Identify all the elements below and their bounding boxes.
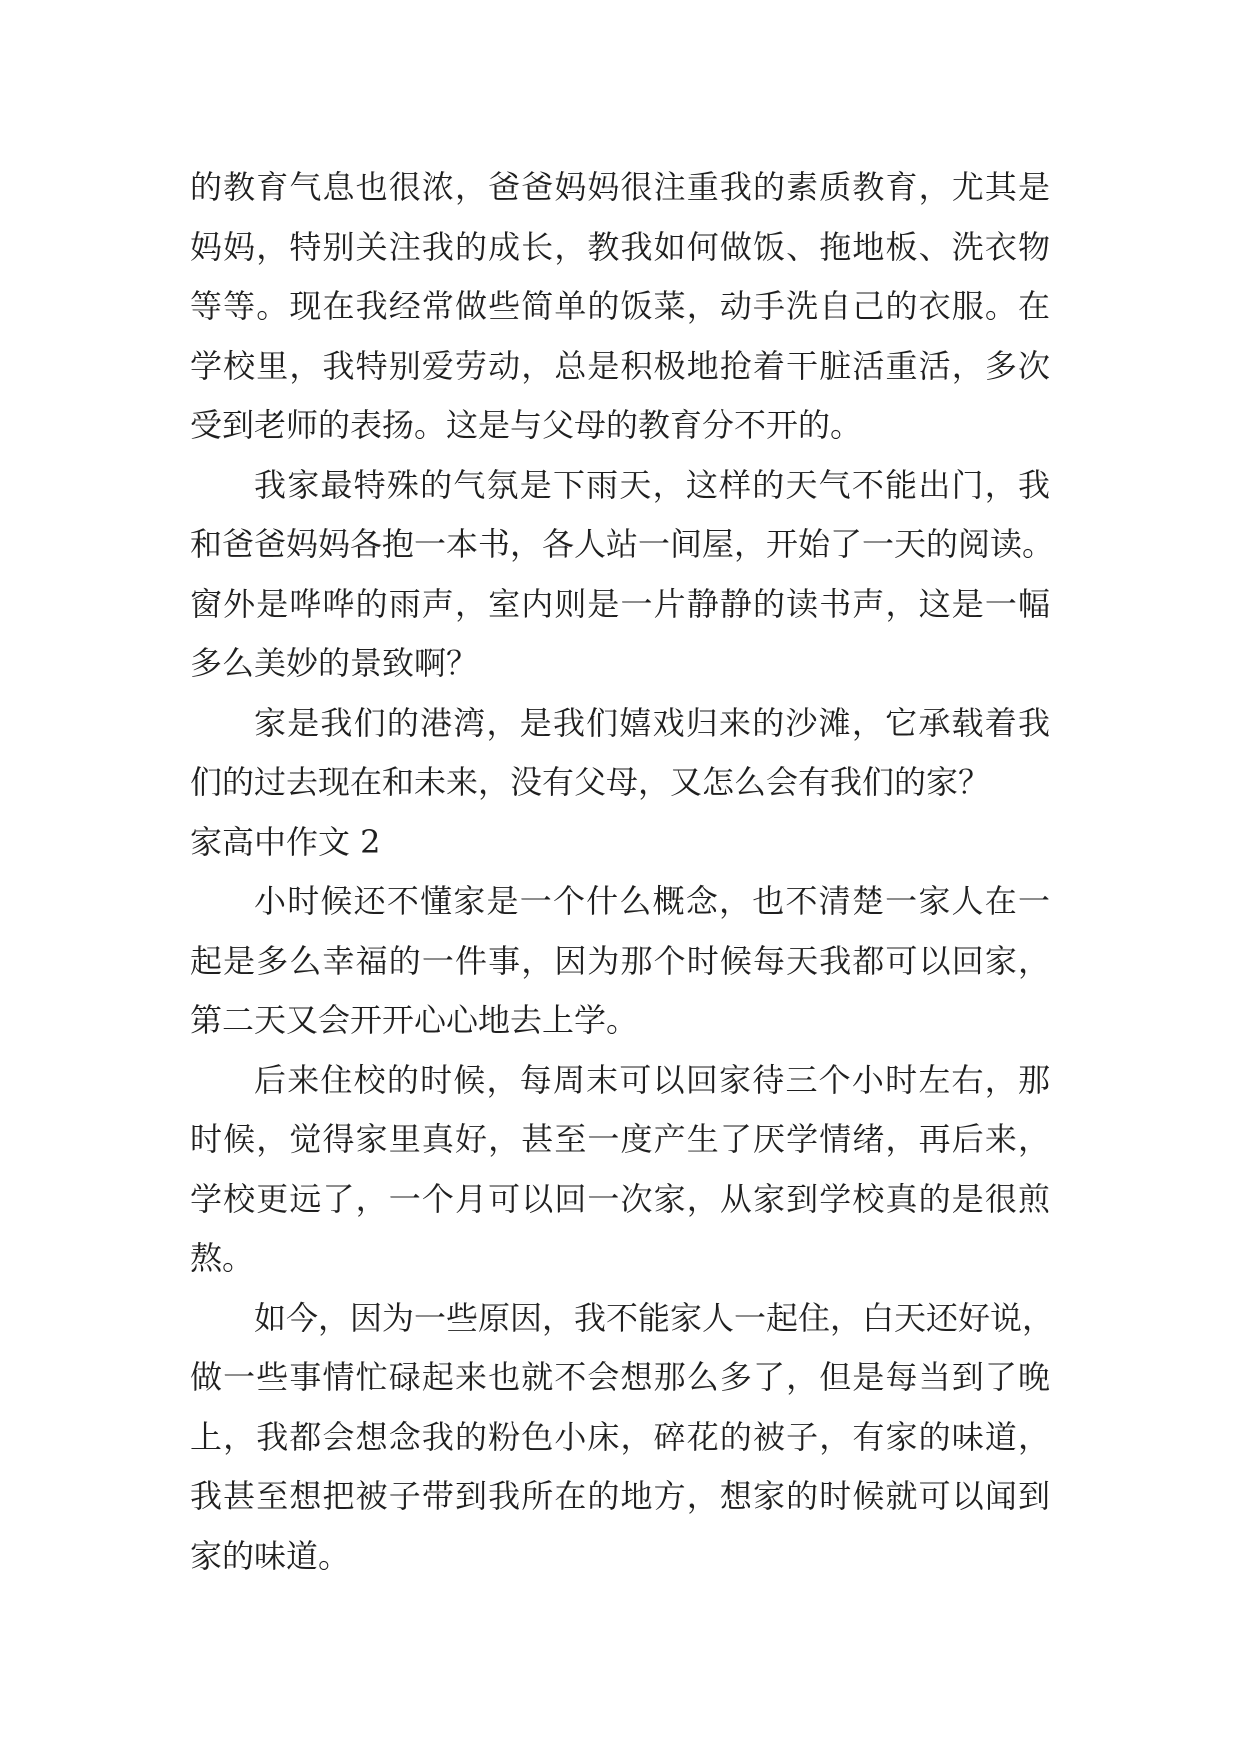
- text-line: 上，我都会想念我的粉色小床，碎花的被子，有家的味道，: [190, 1417, 1050, 1456]
- text-line: 学校里，我特别爱劳动，总是积极地抢着干脏活重活，多次: [190, 346, 1050, 385]
- text-line: 我甚至想把被子带到我所在的地方，想家的时候就可以闻到: [190, 1477, 1050, 1515]
- text-line: 们的过去现在和未来，没有父母，又怎么会有我们的家？: [190, 763, 991, 801]
- text-line: 时候，觉得家里真好，甚至一度产生了厌学情绪，再后来，: [190, 1120, 1050, 1158]
- text-line: 学校更远了，一个月可以回一次家，从家到学校真的是很煎: [190, 1179, 1050, 1218]
- document-body: [190, 158, 1055, 1586]
- text-line: 妈妈，特别关注我的成长，教我如何做饭、拖地板、洗衣物: [190, 227, 1050, 266]
- text-line: 起是多么幸福的一件事，因为那个时候每天我都可以回家，: [190, 941, 1050, 980]
- text-line: 第二天又会开开心心地去上学。: [190, 1001, 639, 1039]
- paragraph-5: [190, 1051, 1050, 1289]
- text-line: 熬。: [190, 1239, 255, 1277]
- text-line: 家的味道。: [190, 1536, 351, 1575]
- text-line: 窗外是哗哗的雨声，室内则是一片静静的读书声，这是一幅: [190, 584, 1050, 623]
- section-heading: 家高中作文 2: [190, 822, 381, 861]
- paragraph-4: [190, 872, 1050, 1051]
- paragraph-6: [190, 1289, 1055, 1587]
- text-line: 受到老师的表扬。这是与父母的教育分不开的。: [190, 406, 863, 444]
- paragraph-3: [190, 694, 1050, 813]
- text-line: 做一些事情忙碌起来也就不会想那么多了，但是每当到了晚: [190, 1358, 1050, 1396]
- text-line: 如今，因为一些原因，我不能家人一起住，白天还好说，: [254, 1298, 1055, 1337]
- text-line: 小时候还不懂家是一个什么概念，也不清楚一家人在一: [254, 882, 1050, 920]
- text-line: 的教育气息也很浓，爸爸妈妈很注重我的素质教育，尤其是: [190, 168, 1050, 206]
- paragraph-2: [190, 456, 1055, 694]
- text-line: 后来住校的时候，每周末可以回家待三个小时左右，那: [254, 1060, 1050, 1099]
- text-line: 多么美妙的景致啊？: [190, 644, 479, 682]
- text-line: 等等。现在我经常做些简单的饭菜，动手洗自己的衣服。在: [190, 287, 1050, 325]
- paragraph-1: [190, 158, 1050, 456]
- text-line: 我家最特殊的气氛是下雨天，这样的天气不能出门，我: [254, 465, 1050, 504]
- text-line: 和爸爸妈妈各抱一本书，各人站一间屋，开始了一天的阅读。: [190, 525, 1055, 563]
- text-line: 家是我们的港湾，是我们嬉戏归来的沙滩，它承载着我: [254, 703, 1050, 742]
